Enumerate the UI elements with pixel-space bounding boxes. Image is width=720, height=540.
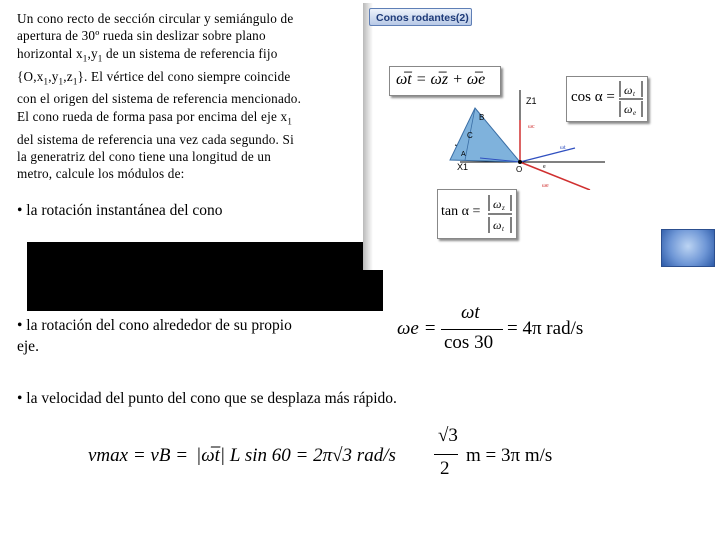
label-we: ωe — [542, 183, 549, 189]
problem-line — [17, 45, 349, 68]
text: de un sistema de referencia fijo — [102, 45, 278, 61]
problem-statement — [17, 10, 349, 183]
v-rhs: m = 3π m/s — [466, 445, 553, 466]
cone-diagram — [430, 90, 615, 190]
text: }. El vértice del cono siempre coincide — [77, 68, 291, 84]
sub: 1 — [287, 116, 293, 127]
omega-z: ω — [493, 197, 502, 211]
text: {O,x — [17, 68, 44, 84]
sub: 1 — [97, 53, 103, 64]
omega-t-arrow — [520, 148, 575, 162]
label-wt: ωt — [560, 145, 566, 151]
text: El cono rueda de forma pasa por encima del eje x — [17, 108, 288, 124]
logo-image — [661, 229, 715, 267]
label-a: A — [461, 151, 466, 158]
we-den: cos 30 — [444, 332, 494, 353]
problem-line — [17, 108, 349, 131]
text: ,y — [87, 45, 98, 61]
we-rhs: = 4π rad/s — [507, 318, 584, 339]
problem-line: la generatriz del cono tiene una longitud de un — [17, 149, 272, 164]
sub: 1 — [72, 76, 78, 87]
problem-line: del sistema de referencia una vez cada segundo. Si — [17, 131, 294, 147]
problem-line: metro, calcule los módulos de: — [17, 166, 185, 182]
sub-t: t — [502, 225, 504, 233]
bullet-max-velocity: • la velocidad del punto del cono que se desplaza más rápido. — [17, 390, 397, 407]
text: horizontal x — [17, 45, 83, 61]
v-lhs: vmax = vB = — [88, 445, 189, 466]
v-frac-num: √3 — [438, 425, 458, 446]
bullet-rotation-own-axis — [17, 315, 362, 357]
sub-z: z — [502, 204, 505, 212]
we-fraction-bar — [441, 329, 503, 330]
sub: 1 — [43, 76, 49, 87]
vector-equation: ω̅t = ω̅z + ω̅e — [396, 71, 486, 88]
sub-e: e — [633, 109, 637, 117]
text: eje. — [17, 338, 39, 355]
problem-line: con el origen del sistema de referencia mencionado. — [17, 91, 302, 107]
label-e: e — [543, 164, 546, 170]
problem-line: Un cono recto de sección circular y semiángulo de — [17, 11, 294, 26]
label-z1: Z1 — [526, 96, 537, 106]
label-wc: ωc — [528, 124, 535, 130]
v-mid: |ω̅t| L sin 60 = 2π√3 rad/s — [196, 445, 396, 466]
omega-e-arrow — [520, 162, 590, 190]
v-frac-den: 2 — [440, 458, 450, 479]
we-lhs: ωe = — [397, 318, 437, 339]
we-num: ωt — [461, 302, 480, 323]
sub: 1 — [82, 53, 88, 64]
cos-alpha-label: cos α = — [571, 89, 615, 105]
label-x1: X1 — [457, 162, 469, 172]
omega-e: ω — [624, 102, 633, 116]
text: ,y — [48, 68, 59, 84]
origin-point — [518, 160, 522, 164]
tan-alpha-fraction — [486, 193, 514, 235]
v-fraction-bar — [434, 454, 458, 455]
tan-alpha-label: tan α = — [441, 204, 481, 219]
label-o: O — [516, 165, 523, 174]
redacted-box — [27, 242, 383, 311]
panel-title: Conos rodantes(2) — [369, 8, 472, 26]
tan-alpha-box — [437, 189, 517, 239]
text: • la rotación del cono alrededor de su propio — [17, 317, 292, 334]
label-c: C — [467, 131, 473, 140]
vmax-equation — [88, 425, 588, 507]
omega-t: ω — [624, 83, 633, 97]
sub: 1 — [58, 76, 64, 87]
problem-line: apertura de 30º rueda sin deslizar sobre plano — [17, 28, 266, 44]
cos-alpha-fraction — [617, 79, 645, 119]
text: ,z — [63, 68, 73, 84]
bullet-rotation-instant: • la rotación instantánea del cono — [17, 202, 223, 219]
omega-t: ω — [493, 218, 502, 232]
sub-t: t — [633, 90, 635, 98]
label-b: B — [479, 113, 485, 122]
problem-line — [17, 68, 349, 91]
panel-shade — [363, 3, 373, 270]
